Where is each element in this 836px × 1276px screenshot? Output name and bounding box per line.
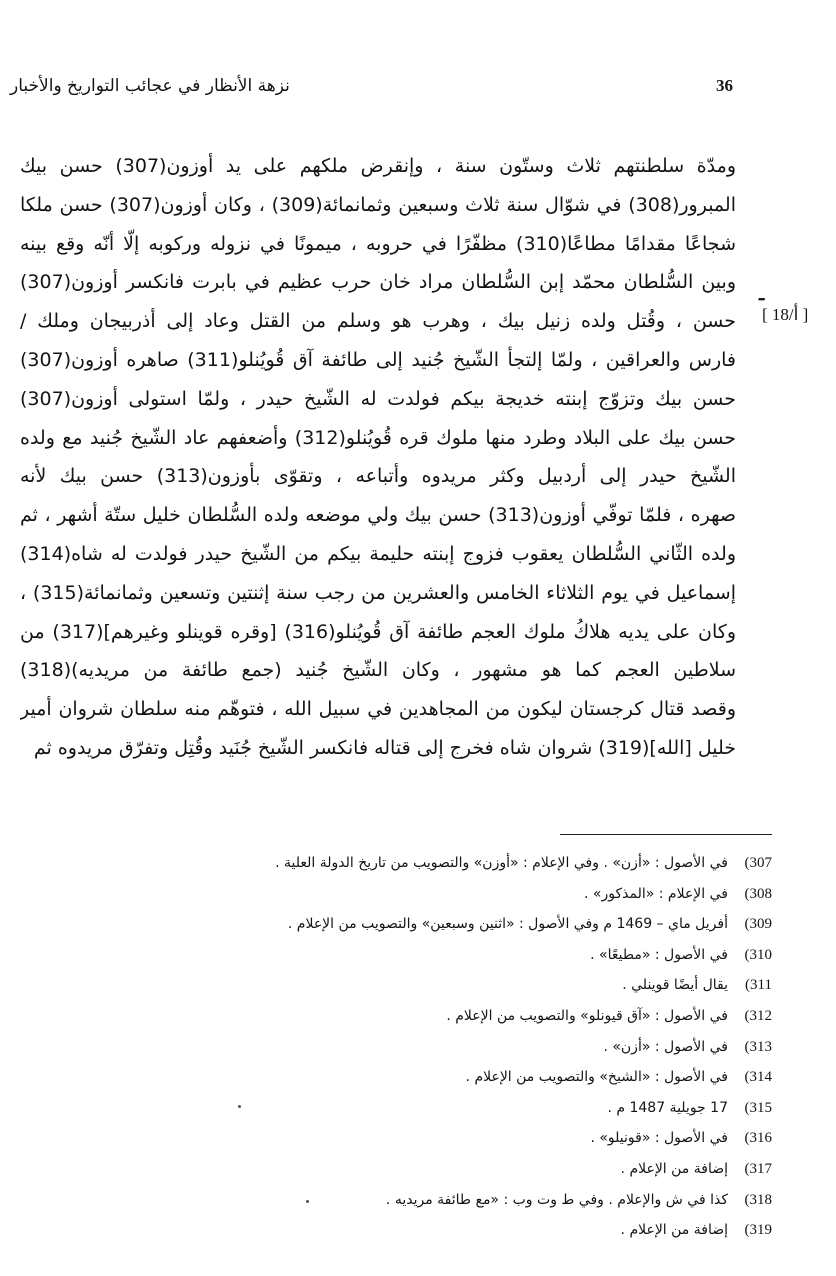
text-line: وقصد قتال كرجستان ليكون من المجاهدين في سبيل الله ، فتوهّم منه سلطان شروان أمير [20, 698, 736, 721]
text-line: حسن بيك على البلاد وطرد منها ملوك قره قُويُنلو(312) وأضعفهم عاد الشّيخ جُنيد مع ولده [20, 426, 736, 449]
footnote-number: 319) [744, 1222, 772, 1239]
footnote [132, 1215, 772, 1246]
footnote-number: 316) [744, 1130, 772, 1147]
footnote [132, 1062, 772, 1093]
footnote-text: في الأصول : «مطيعًا» . [590, 946, 728, 963]
footnotes [132, 848, 772, 1246]
footnote-number: 309) [744, 916, 772, 933]
footnote [132, 909, 772, 940]
footnote-number: 312) [744, 1007, 772, 1024]
footnote [132, 848, 772, 879]
footnote-number: 307) [744, 855, 772, 871]
footnote-text: إضافة من الإعلام . [620, 1160, 728, 1177]
footnote [132, 1032, 772, 1063]
text-line: ولده الثّاني السُّلطان يعقوب فزوج إبنته حليمة بيكم من الشّيخ حيدر فولدت له شاه(314) [20, 542, 736, 565]
footnote [132, 879, 772, 910]
footnote [132, 1185, 772, 1216]
footnote [132, 1001, 772, 1032]
running-title: نزهة الأنظار في عجائب التواريخ والأخبار [10, 76, 290, 96]
scan-speck [238, 1105, 241, 1108]
footnote [132, 970, 772, 1001]
footnote [132, 1123, 772, 1154]
footnote [132, 940, 772, 971]
text-line: فارس والعراقين ، ولمّا إلتجأ الشّيخ جُنيد إلى طائفة آق قُويُنلو(311) صاهره أوزون(307) [20, 348, 736, 371]
footnote-text: أفريل ماي – 1469 م وفي الأصول : «اثنين وسبعين» والتصويب من الإعلام . [287, 916, 728, 933]
footnote-text: في الأصول : «آق قيونلو» والتصويب من الإعلام . [446, 1007, 728, 1024]
footnote-text: في الأصول : «قونيلو» . [590, 1130, 728, 1147]
footnote [132, 1154, 772, 1185]
text-line: وبين السُّلطان محمّد إبن السُّلطان مراد خان حرب عظيم في بابرت فانكسر أوزون(307) [20, 271, 736, 294]
footnote-text: يقال أيضًا قوينلي . [622, 977, 728, 994]
footnote-number: 308) [744, 885, 772, 902]
page-number: 36 [716, 76, 733, 95]
text-line: ومدّة سلطنتهم ثلاث وستّون سنة ، وإنقرض ملكهم على يد أوزون(307) حسن بيك [20, 155, 736, 177]
main-text-body [20, 147, 736, 768]
text-line: سلاطين العجم كما هو مشهور ، وكان الشّيخ جُنيد (جمع طائفة من مريديه)(318) [20, 659, 736, 682]
footnote-number: 310) [744, 946, 772, 963]
margin-mark: ـ [759, 284, 765, 305]
text-line: خليل [الله](319) شروان شاه فخرج إلى قتاله فانكسر الشّيخ جُنَيد وقُتِل وتفرّق مريدوه ثم [33, 736, 736, 759]
text-line: الشّيخ حيدر إلى أردبيل وكثر مريدوه وأتباعه ، وتقوّى بأوزون(313) حسن بيك لأنه [20, 465, 736, 488]
footnote-text: إضافة من الإعلام . [620, 1222, 728, 1239]
margin-folio-note: [ 18/أ ] [762, 305, 809, 324]
footnote-number: 317) [744, 1160, 772, 1177]
footnote-text: 17 جويلية 1487 م . [607, 1099, 728, 1116]
footnote-number: 314) [744, 1069, 772, 1086]
footnote-text: في الإعلام : «المذكور» . [584, 885, 728, 902]
text-line: حسن ، وقُتل ولده زنيل بيك ، وهرب هو وسلم من القتل وعاد إلى أذربيجان وملك / [20, 310, 736, 333]
text-line: المبرور(308) في شوّال سنة ثلاث وسبعين وثمانمائة(309) ، وكان أوزون(307) حسن ملكا [20, 193, 736, 216]
footnote-separator [560, 834, 772, 835]
text-line: وكان على يديه هلاكُ ملوك العجم طائفة آق قُويُنلو(316) [وقره قوينلو وغيرهم](317) من [20, 620, 736, 643]
footnote-text: كذا في ش والإعلام . وفي ط وت وب : «مع طائفة مريديه . [385, 1191, 728, 1208]
footnote-number: 318) [744, 1191, 772, 1208]
footnote-text: في الأصول : «الشيخ» والتصويب من الإعلام . [465, 1069, 728, 1086]
footnote [132, 1093, 772, 1124]
footnote-text: في الأصول : «أزن» . وفي الإعلام : «أوزن» والتصويب من تاريخ الدولة العلية . [275, 855, 728, 871]
footnote-text: في الأصول : «أزن» . [603, 1038, 728, 1055]
footnote-number: 315) [744, 1099, 772, 1116]
text-line: صهره ، فلمّا توفّي أوزون(313) حسن بيك ولي موضعه ولده السُّلطان خليل ستّة أشهر ، ثم [20, 504, 736, 527]
footnote-number: 311) [745, 977, 772, 994]
text-line: شجاعًا مقدامًا مطاعًا(310) مظفّرًا في حروبه ، ميمونًا في نزوله وركوبه إلّا أنّه وقع بينه [20, 232, 736, 255]
footnote-number: 313) [744, 1038, 772, 1055]
text-line: إسماعيل في يوم الثلاثاء الخامس والعشرين من رجب سنة إثنتين وتسعين وثمانمائة(315) ، [20, 581, 736, 604]
scan-speck [306, 1200, 309, 1203]
text-line: حسن بيك وتزوّج إبنته خديجة بيكم فولدت له الشّيخ حيدر ، ولمّا استولى أوزون(307) [20, 387, 736, 410]
